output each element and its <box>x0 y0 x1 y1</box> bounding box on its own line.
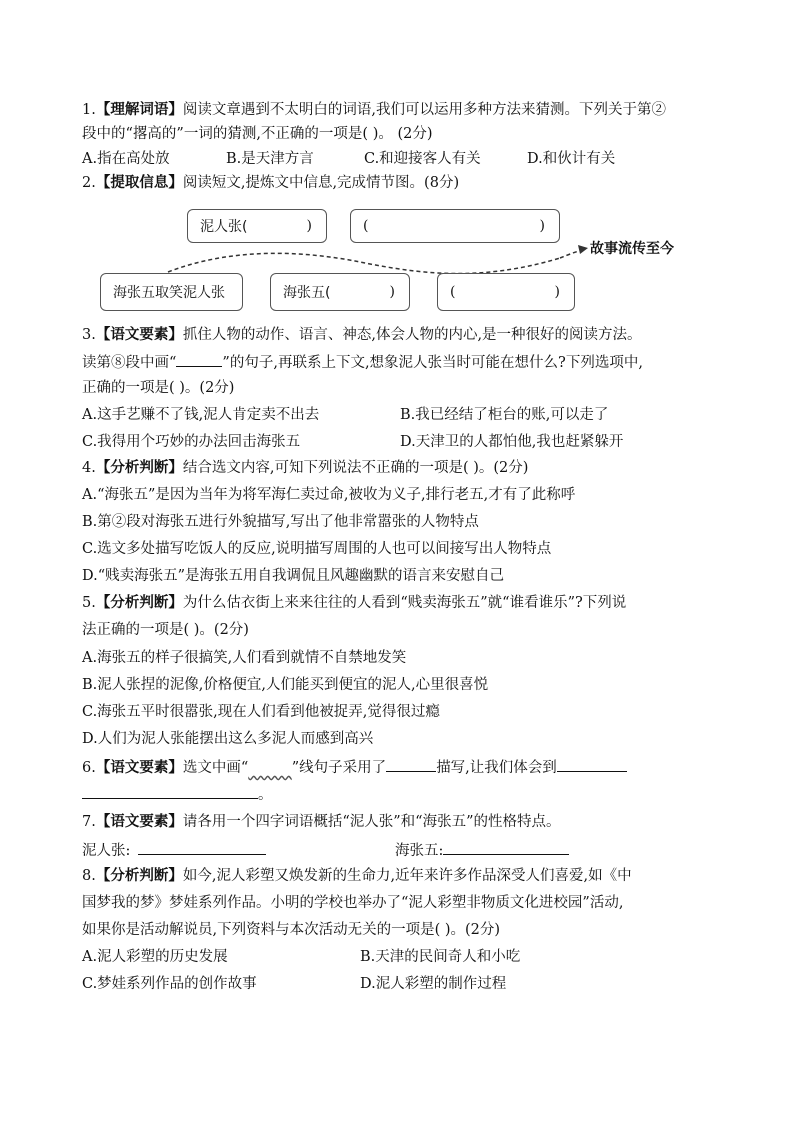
q1-option-c[interactable]: C.和迎接客人有关 <box>364 151 481 167</box>
q3-tag: 【语文要素】 <box>95 327 183 343</box>
q3-option-b[interactable]: B.我已经结了柜台的账,可以走了 <box>400 407 609 423</box>
plot-box-top-2[interactable]: ( ) <box>350 209 560 243</box>
q7-stem: 7.【语文要素】请各用一个四字词语概括“泥人张”和“海张五”的性格特点。 <box>82 814 561 830</box>
q5-option-c[interactable]: C.海张五平时很嚣张,现在人们看到他被捉弄,觉得很过瘾 <box>82 704 440 720</box>
q1-option-b[interactable]: B.是天津方言 <box>226 151 314 167</box>
q4-option-a[interactable]: A.“海张五”是因为当年为将军海仁卖过命,被收为义子,排行老五,才有了此称呼 <box>82 487 576 503</box>
q4-option-d[interactable]: D.“贱卖海张五”是海张五用自我调侃且风趣幽默的语言来安慰自己 <box>82 568 505 584</box>
q8-stem-line2: 国梦我的梦》梦娃系列作品。小明的学校也举办了“泥人彩塑非物质文化进校园”活动, <box>82 895 624 911</box>
q4-tag: 【分析判断】 <box>95 460 183 476</box>
wavy-line-marker <box>248 760 292 776</box>
q4-option-c[interactable]: C.选文多处描写吃饭人的反应,说明描写周围的人也可以间接写出人物特点 <box>82 541 552 557</box>
q2-stem: 2.【提取信息】阅读短文,提炼文中信息,完成情节图。(8分) <box>82 175 460 191</box>
q3-stem-line2: 读第⑧段中画“ ”的句子,再联系上下文,想象泥人张当时可能在想什么?下列选项中, <box>82 352 643 373</box>
q8-option-d[interactable]: D.泥人彩塑的制作过程 <box>360 976 507 992</box>
q1-stem-line1: 1.【理解词语】阅读文章遇到不太明白的词语,我们可以运用多种方法来猜测。下列关于第② <box>82 102 666 118</box>
q5-option-d[interactable]: D.人们为泥人张能摆出这么多泥人而感到高兴 <box>82 731 374 747</box>
q1-option-a[interactable]: A.指在高处放 <box>82 151 170 167</box>
plot-box-bottom-3[interactable]: ( ) <box>437 273 575 311</box>
q7-answer-1: 泥人张: <box>82 840 266 861</box>
q5-option-a[interactable]: A.海张五的样子很搞笑,人们看到就情不自禁地发笑 <box>82 650 407 666</box>
q7-tag: 【语文要素】 <box>95 814 183 830</box>
q7-blank-2[interactable] <box>443 840 569 855</box>
q1-tag: 【理解词语】 <box>95 102 183 118</box>
q6-line2: 。 <box>82 784 273 805</box>
flow-end-label: 故事流传至今 <box>590 241 674 257</box>
plot-box-bottom-1: 海张五取笑泥人张 <box>100 273 243 311</box>
q6-blank-1[interactable] <box>386 757 436 772</box>
plot-box-bottom-2[interactable]: 海张五( ) <box>270 273 410 311</box>
underline-marker <box>176 352 222 367</box>
q8-option-c[interactable]: C.梦娃系列作品的创作故事 <box>82 976 257 992</box>
q3-option-d[interactable]: D.天津卫的人都怕他,我也赶紧躲开 <box>400 434 624 450</box>
q5-tag: 【分析判断】 <box>95 595 183 611</box>
q7-blank-1[interactable] <box>138 840 266 855</box>
q2-tag: 【提取信息】 <box>95 175 183 191</box>
q8-tag: 【分析判断】 <box>95 868 183 884</box>
q6-blank-3[interactable] <box>82 784 258 799</box>
q6-blank-2[interactable] <box>557 757 627 772</box>
q4-stem: 4.【分析判断】结合选文内容,可知下列说法不正确的一项是( )。(2分) <box>82 460 529 476</box>
q3-option-c[interactable]: C.我得用个巧妙的办法回击海张五 <box>82 434 301 450</box>
q3-stem-line1: 3.【语文要素】抓住人物的动作、语言、神态,体会人物的内心,是一种很好的阅读方法。 <box>82 327 642 343</box>
q6-tag: 【语文要素】 <box>95 760 183 776</box>
q5-option-b[interactable]: B.泥人张捏的泥像,价格便宜,人们能买到便宜的泥人,心里很喜悦 <box>82 677 489 693</box>
q8-stem-line3: 如果你是活动解说员,下列资料与本次活动无关的一项是( )。(2分) <box>82 922 501 938</box>
q1-option-d[interactable]: D.和伙计有关 <box>527 151 616 167</box>
q3-option-a[interactable]: A.这手艺赚不了钱,泥人肯定卖不出去 <box>82 407 320 423</box>
q8-stem-line1: 8.【分析判断】如今,泥人彩塑又焕发新的生命力,近年来许多作品深受人们喜爱,如《中 <box>82 868 632 884</box>
q4-option-b[interactable]: B.第②段对海张五进行外貌描写,写出了他非常嚣张的人物特点 <box>82 514 479 530</box>
plot-box-top-1[interactable]: 泥人张( ) <box>187 209 327 243</box>
q8-option-a[interactable]: A.泥人彩塑的历史发展 <box>82 949 228 965</box>
q5-stem-line1: 5.【分析判断】为什么估衣街上来来往往的人看到“贱卖海张五”就“谁看谁乐”?下列说 <box>82 595 627 611</box>
q6-stem: 6.【语文要素】选文中画“ ”线句子采用了 描写,让我们体会到 <box>82 757 627 778</box>
q7-answer-2: 海张五: <box>395 840 569 861</box>
q8-option-b[interactable]: B.天津的民间奇人和小吃 <box>360 949 521 965</box>
q1-stem-line2: 段中的“撂高的”一词的猜测,不正确的一项是( )。 (2分) <box>82 126 433 142</box>
q5-stem-line2: 法正确的一项是( )。(2分) <box>82 622 249 638</box>
q3-stem-line3: 正确的一项是( )。(2分) <box>82 380 235 396</box>
